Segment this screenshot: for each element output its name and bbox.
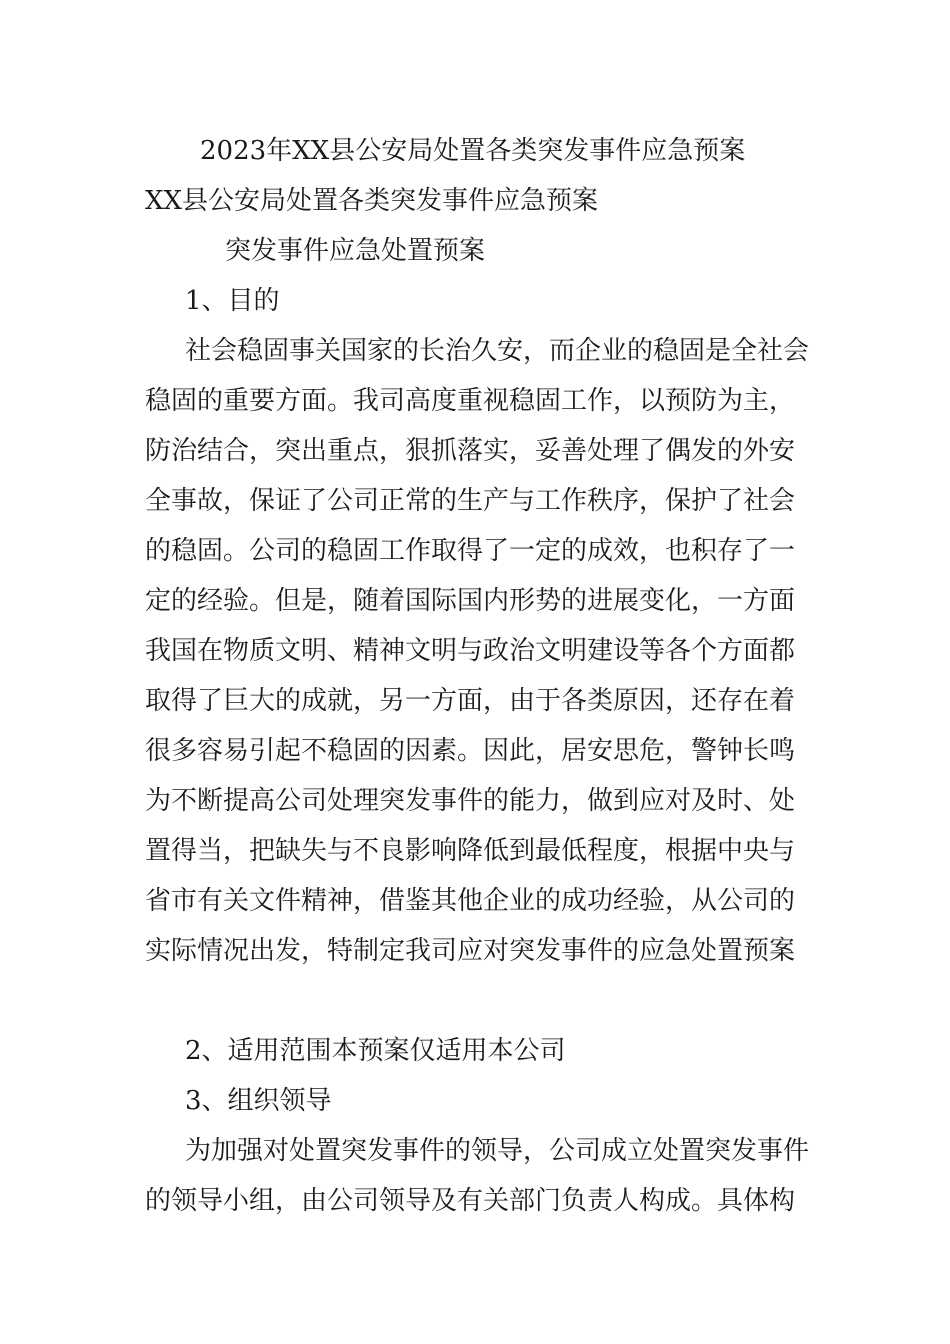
paragraph-line: 很多容易引起不稳固的因素。因此，居安思危，警钟长鸣	[145, 736, 796, 766]
document-title: 2023年XX县公安局处置各类突发事件应急预案	[200, 136, 746, 166]
paragraph-line: 稳固的重要方面。我司高度重视稳固工作，以预防为主，	[145, 386, 796, 416]
paragraph-line: 防治结合，突出重点，狠抓落实，妥善处理了偶发的外安	[145, 436, 796, 466]
paragraph-line: 的领导小组，由公司领导及有关部门负责人构成。具体构	[145, 1186, 796, 1216]
document-heading: 突发事件应急处置预案	[225, 236, 486, 266]
paragraph-line: 定的经验。但是，随着国际国内形势的进展变化，一方面	[145, 586, 796, 616]
paragraph-line: 的稳固。公司的稳固工作取得了一定的成效，也积存了一	[145, 536, 796, 566]
paragraph-line: 实际情况出发，特制定我司应对突发事件的应急处置预案	[145, 936, 796, 966]
paragraph-line: 全事故，保证了公司正常的生产与工作秩序，保护了社会	[145, 486, 796, 516]
paragraph-line: 取得了巨大的成就，另一方面，由于各类原因，还存在着	[145, 686, 796, 716]
section-2-title: 2、适用范围本预案仅适用本公司	[185, 1036, 566, 1066]
document-subtitle: XX县公安局处置各类突发事件应急预案	[145, 186, 599, 216]
paragraph-line: 为加强对处置突发事件的领导，公司成立处置突发事件	[185, 1136, 810, 1166]
section-3-title: 3、组织领导	[185, 1086, 332, 1116]
paragraph-line: 我国在物质文明、精神文明与政治文明建设等各个方面都	[145, 636, 796, 666]
section-1-title: 1、目的	[185, 286, 280, 316]
paragraph-line: 置得当，把缺失与不良影响降低到最低程度，根据中央与	[145, 836, 796, 866]
paragraph-line: 社会稳固事关国家的长治久安，而企业的稳固是全社会	[185, 336, 810, 366]
paragraph-line: 省市有关文件精神，借鉴其他企业的成功经验，从公司的	[145, 886, 796, 916]
paragraph-line: 为不断提高公司处理突发事件的能力，做到应对及时、处	[145, 786, 796, 816]
